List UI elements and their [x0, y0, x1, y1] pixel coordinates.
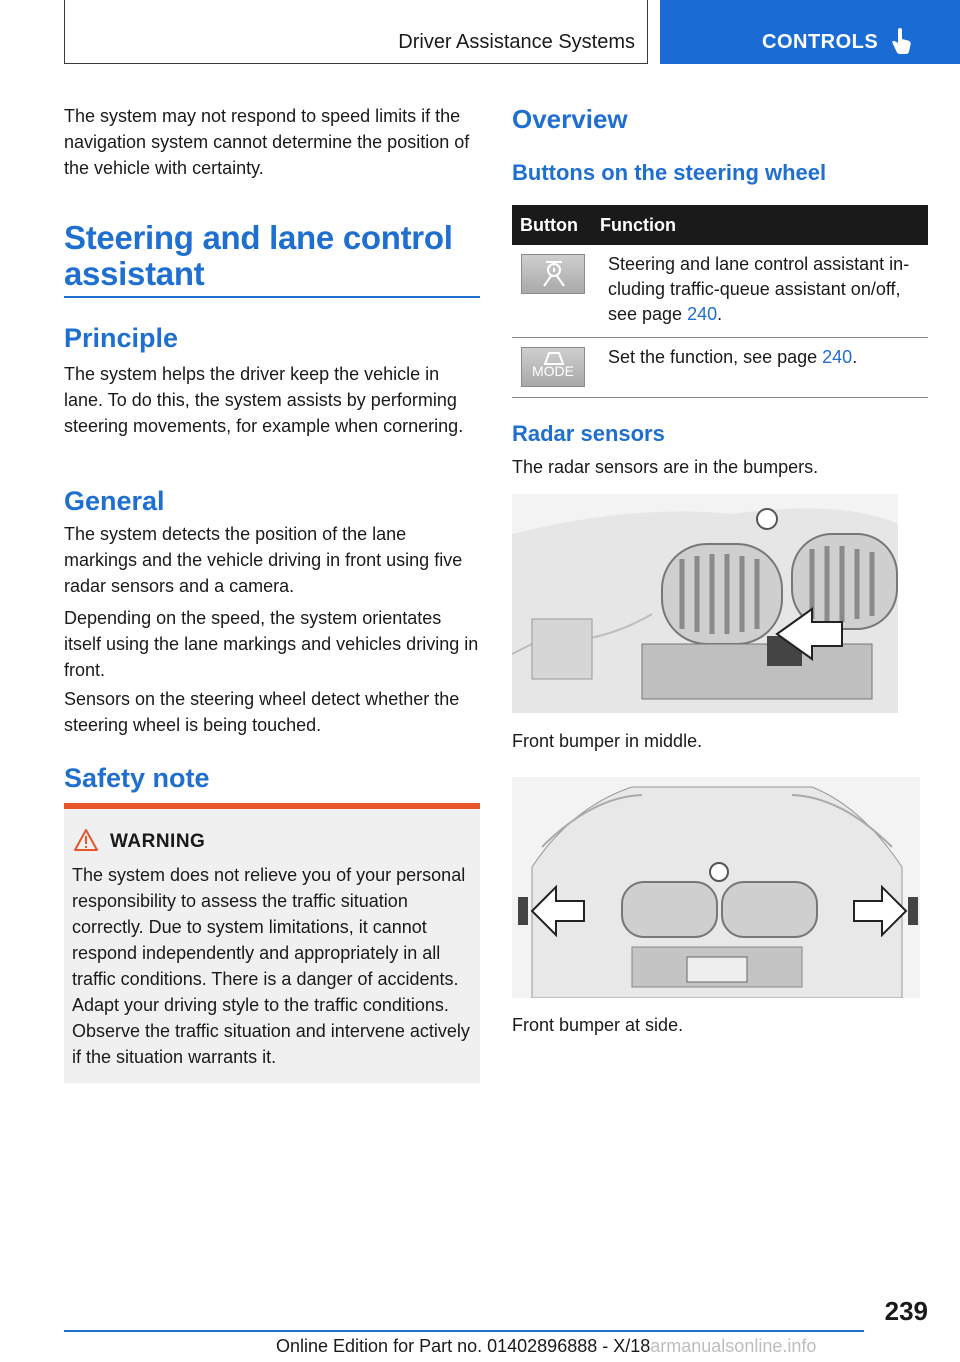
caption-side: Front bumper at side. — [512, 1015, 684, 1035]
page-number: 239 — [884, 1296, 928, 1326]
warning-triangle-icon — [74, 829, 98, 851]
principle-paragraph: The system helps the driver keep the vehicle in lane. To do this, the system assists by performing steering movements, for example when cornering. — [64, 364, 464, 436]
bumper-middle-illustration — [512, 494, 898, 713]
general-paragraph-3: Sensors on the steering wheel detect whether the steering wheel is being touched. — [64, 689, 460, 735]
function-cell: Steering and lane control assistant including traffic-queue assistant on/off, see page 240. — [592, 245, 928, 338]
warning-title: WARNING — [110, 831, 206, 852]
running-header-section — [64, 0, 648, 64]
overview-heading: Overview — [512, 104, 628, 134]
bumper-side-illustration — [512, 777, 920, 998]
table-row — [512, 338, 928, 398]
heading-rule — [64, 296, 480, 298]
section-title: Driver Assistance Systems — [398, 31, 635, 53]
buttons-heading: Buttons on the steering wheel — [512, 160, 827, 185]
page-link[interactable]: 240 — [822, 347, 853, 367]
mode-button-icon: MODE — [521, 347, 585, 387]
footer-edition: Online Edition for Part no. 01402896888 - X/18armanualsonline.info — [276, 1336, 817, 1356]
footer-rule — [64, 1330, 864, 1332]
general-paragraph-2: Depending on the speed, the system orientates itself using the lane markings and vehicles driving in front. — [64, 608, 479, 680]
intro-paragraph: The system may not respond to speed limits if the navigation system cannot determine the position of the vehicle with certainty. — [64, 106, 470, 178]
column-header-button: Button — [512, 205, 592, 245]
buttons-table — [512, 205, 928, 398]
watermark-site: armanualsonline.info — [650, 1336, 817, 1356]
chapter-title: CONTROLS — [762, 31, 879, 53]
radar-heading: Radar sensors — [512, 421, 665, 446]
general-paragraph-1: The system detects the position of the lane markings and the vehicle driving in front using five radar sensors and a camera. — [64, 524, 463, 596]
radar-paragraph: The radar sensors are in the bumpers. — [512, 457, 819, 477]
pointing-hand-icon — [892, 28, 912, 54]
function-cell: Set the function, see page 240. — [592, 338, 928, 398]
safety-heading: Safety note — [64, 763, 210, 793]
page-link[interactable]: 240 — [687, 304, 718, 324]
column-header-function: Function — [592, 205, 928, 245]
general-heading: General — [64, 486, 165, 516]
principle-heading: Principle — [64, 323, 179, 353]
chapter-tab — [660, 0, 960, 64]
section-heading: Steering and lane control assistant — [64, 219, 453, 292]
caption-middle: Front bumper in middle. — [512, 731, 703, 751]
steering-lane-assist-button-icon — [521, 254, 585, 294]
warning-text: The system does not relieve you of your personal responsibility to assess the traffic situation correctly. Due to system limitations, it cannot respond independently and appropriately in all traffic conditions. There is a danger of accidents. Adapt your driving style to the traffic conditions. Observe the traffic situation and intervene actively if the situation warrants it. — [72, 865, 470, 1067]
table-row — [512, 245, 928, 338]
